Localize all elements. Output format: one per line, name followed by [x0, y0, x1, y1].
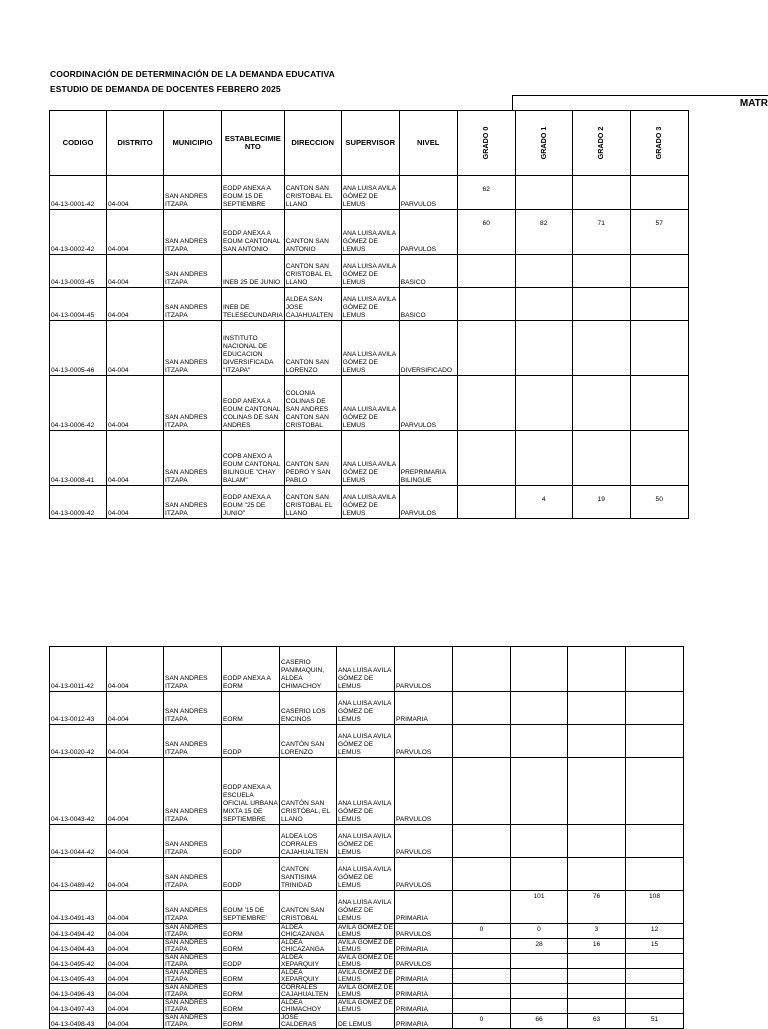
cell-g3: [626, 825, 684, 858]
cell-supervisor: ANA LUISA AVILA GÓMEZ DE LEMUS: [337, 647, 395, 692]
cell-distrito: 04-004: [107, 891, 164, 924]
cell-codigo: 04-13-0001-42: [50, 176, 107, 210]
cell-g0: [453, 999, 511, 1014]
header-grado-2-label: GRADO 2: [596, 126, 606, 160]
cell-distrito: 04-004: [107, 825, 164, 858]
cell-establecimiento: EODP ANEXA A EOUM CANTONAL SAN ANTONIO: [222, 210, 285, 255]
demand-table-page-1: [49, 110, 689, 519]
cell-codigo: 04-13-0043-42: [50, 758, 107, 825]
cell-municipio: SAN ANDRES ITZAPA: [164, 255, 222, 288]
cell-g1: 101: [511, 891, 568, 924]
cell-g3: [626, 999, 684, 1014]
header-grado-3-label: GRADO 3: [654, 126, 664, 160]
cell-direccion: CANTON SAN PEDRO Y SAN PABLO: [284, 431, 341, 486]
cell-supervisor: AVILA GÓMEZ DE LEMUS: [338, 954, 393, 968]
cell-g0: 60: [457, 210, 515, 255]
cell-g1: [515, 376, 572, 431]
cell-g3: [626, 984, 684, 999]
cell-g3: [626, 725, 684, 758]
cell-distrito: 04-004: [107, 1014, 164, 1029]
cell-g0: [457, 486, 515, 519]
cell-g2: [568, 984, 626, 999]
cell-establecimiento: EORM: [222, 969, 280, 984]
cell-establecimiento: EODP ANEXA A EOUM 15 DE SEPTIEMBRE: [222, 176, 285, 210]
cell-g0: [457, 255, 515, 288]
cell-supervisor: ANA LUISA AVILA GÓMEZ DE LEMUS: [337, 692, 395, 725]
table-row: [50, 647, 684, 692]
header-grado-0: [457, 111, 515, 176]
cell-g1: [511, 725, 568, 758]
cell-g0: [457, 321, 515, 376]
cell-g2: [568, 999, 626, 1014]
cell-establecimiento: INEB 25 DE JUNIO: [222, 255, 285, 288]
document-subtitle: ESTUDIO DE DEMANDA DE DOCENTES FEBRERO 2025: [50, 84, 281, 94]
cell-direccion: CASERIO PANIMAQUIN, ALDEA CHIMACHOY: [280, 647, 337, 692]
cell-g2: [572, 376, 630, 431]
cell-distrito: 04-004: [107, 321, 164, 376]
cell-direccion: ALDEA CHICAZANGA: [280, 924, 337, 939]
cell-direccion: ALDEA XEPARQUIY: [280, 954, 337, 969]
cell-codigo: 04-13-0496-43: [50, 984, 107, 999]
cell-g2: [568, 858, 626, 891]
cell-direccion: JOSE CALDERAS: [280, 1014, 337, 1029]
cell-codigo: 04-13-0495-43: [50, 969, 107, 984]
cell-establecimiento: COPB ANEXO A EOUM CANTONAL BILINGUE "CHAY BALAM": [222, 431, 285, 486]
cell-establecimiento: EODP ANEXA A EOUM "25 DE JUNIO": [222, 486, 285, 519]
cell-nivel: PREPRIMARIA BILINGUE: [399, 431, 457, 486]
cell-g2: [568, 954, 626, 969]
cell-g1: [515, 431, 572, 486]
cell-municipio: SAN ANDRES ITZAPA: [164, 758, 222, 825]
cell-distrito: 04-004: [107, 376, 164, 431]
cell-distrito: 04-004: [107, 725, 164, 758]
cell-municipio: SAN ANDRES ITZAPA: [164, 924, 222, 939]
cell-direccion: CANTON SAN CRISTOBAL EL LLANO: [284, 486, 341, 519]
cell-direccion: ALDEA XEPARQUIY: [280, 969, 337, 984]
cell-establecimiento: EORM: [222, 984, 280, 999]
cell-nivel: PARVULOS: [395, 758, 453, 825]
cell-nivel: PRIMARIA: [395, 692, 453, 725]
cell-municipio: SAN ANDRES ITZAPA: [164, 891, 222, 924]
cell-g2: [572, 176, 630, 210]
cell-direccion: CANTON SAN LORENZO: [284, 321, 341, 376]
table-row: [50, 176, 689, 210]
cell-supervisor: ANA LUISA AVILA GÓMEZ DE LEMUS: [341, 431, 399, 486]
cell-g3: [630, 288, 688, 321]
cell-supervisor: ANA LUISA AVILA GÓMEZ DE LEMUS: [337, 825, 395, 858]
cell-distrito: 04-004: [107, 692, 164, 725]
cell-nivel: PRIMARIA: [395, 939, 453, 954]
table-row: [50, 954, 684, 969]
cell-nivel: PARVULOS: [399, 176, 457, 210]
cell-distrito: 04-004: [107, 288, 164, 321]
cell-establecimiento: EORM: [222, 939, 280, 954]
cell-g0: [453, 825, 511, 858]
table-row: [50, 1014, 684, 1029]
cell-nivel: PARVULOS: [395, 954, 453, 969]
cell-g1: [515, 176, 572, 210]
cell-municipio: SAN ANDRES ITZAPA: [164, 858, 222, 891]
cell-g1: [511, 692, 568, 725]
cell-g3: [626, 647, 684, 692]
cell-g2: [568, 725, 626, 758]
table-row: [50, 255, 689, 288]
cell-g0: [457, 431, 515, 486]
cell-nivel: DIVERSIFICADO: [399, 321, 457, 376]
cell-g2: [572, 321, 630, 376]
cell-nivel: BASICO: [399, 255, 457, 288]
cell-codigo: 04-13-0494-43: [50, 939, 107, 954]
cell-g3: [626, 969, 684, 984]
cell-g3: 12: [626, 924, 684, 939]
cell-g0: [457, 288, 515, 321]
cell-g3: [630, 321, 688, 376]
cell-g1: [511, 758, 568, 825]
cell-direccion: CANTON SANTISIMA TRINIDAD: [280, 858, 337, 891]
cell-distrito: 04-004: [107, 954, 164, 969]
cell-supervisor: ANA LUISA AVILA GÓMEZ DE LEMUS: [341, 176, 399, 210]
cell-codigo: 04-13-0495-42: [50, 954, 107, 969]
cell-codigo: 04-13-0005-46: [50, 321, 107, 376]
header-municipio: MUNICIPIO: [164, 111, 222, 176]
cell-nivel: PRIMARIA: [395, 1014, 453, 1029]
cell-municipio: SAN ANDRES ITZAPA: [164, 969, 222, 984]
cell-supervisor: ANA LUISA AVILA GÓMEZ DE LEMUS: [337, 758, 395, 825]
cell-g1: [511, 647, 568, 692]
cell-supervisor: AVILA GÓMEZ DE LEMUS: [338, 924, 393, 938]
cell-supervisor: ANA LUISA AVILA GÓMEZ DE LEMUS: [341, 288, 399, 321]
cell-establecimiento: EORM: [222, 1014, 280, 1029]
cell-municipio: SAN ANDRES ITZAPA: [164, 725, 222, 758]
cell-direccion: CANTON SAN CRISTOBAL EL LLANO: [284, 176, 341, 210]
cell-nivel: PARVULOS: [395, 858, 453, 891]
cell-g0: [453, 758, 511, 825]
cell-distrito: 04-004: [107, 647, 164, 692]
table-row: [50, 984, 684, 999]
cell-supervisor: ANA LUISA AVILA GÓMEZ DE LEMUS: [341, 255, 399, 288]
cell-g3: 57: [630, 210, 688, 255]
cell-municipio: SAN ANDRES ITZAPA: [164, 954, 222, 969]
cell-g0: [453, 647, 511, 692]
cell-direccion: CANTON SAN CRISTOBAL: [280, 891, 337, 924]
cell-municipio: SAN ANDRES ITZAPA: [164, 825, 222, 858]
table-row: [50, 321, 689, 376]
cell-codigo: 04-13-0003-45: [50, 255, 107, 288]
cell-codigo: 04-13-0012-43: [50, 692, 107, 725]
cell-g0: 62: [457, 176, 515, 210]
cell-establecimiento: EODP: [222, 858, 280, 891]
cell-g3: [626, 692, 684, 725]
cell-g0: [453, 939, 511, 954]
cell-codigo: 04-13-0494-42: [50, 924, 107, 939]
cell-codigo: 04-13-0044-42: [50, 825, 107, 858]
matricula-section-header: [512, 95, 768, 111]
cell-direccion: CORRALES CAJAHUALTEN: [280, 984, 337, 999]
cell-municipio: SAN ANDRES ITZAPA: [164, 939, 222, 954]
cell-municipio: SAN ANDRES ITZAPA: [164, 431, 222, 486]
table-row: [50, 858, 684, 891]
cell-codigo: 04-13-0011-42: [50, 647, 107, 692]
cell-g2: [568, 758, 626, 825]
cell-distrito: 04-004: [107, 924, 164, 939]
cell-g3: 108: [626, 891, 684, 924]
cell-direccion: ALDEA CHICAZANGA: [280, 939, 337, 954]
cell-g1: [511, 984, 568, 999]
cell-nivel: PARVULOS: [395, 725, 453, 758]
cell-g3: [630, 255, 688, 288]
cell-establecimiento: EODP ANEXA A EOUM CANTONAL COLINAS DE SAN ANDRES: [222, 376, 285, 431]
cell-g3: [626, 858, 684, 891]
cell-g1: [515, 288, 572, 321]
cell-municipio: SAN ANDRES ITZAPA: [164, 376, 222, 431]
cell-supervisor: ANA LUISA AVILA GÓMEZ DE LEMUS: [341, 376, 399, 431]
cell-establecimiento: EORM: [222, 924, 280, 939]
cell-municipio: SAN ANDRES ITZAPA: [164, 984, 222, 999]
cell-g2: [568, 647, 626, 692]
cell-g2: 16: [568, 939, 626, 954]
cell-g3: 51: [626, 1014, 684, 1029]
cell-direccion: CANTON SAN CRISTOBAL EL LLANO: [284, 255, 341, 288]
cell-establecimiento: EODP: [222, 954, 280, 969]
cell-distrito: 04-004: [107, 984, 164, 999]
cell-direccion: ALDEA LOS CORRALES CAJAHUALTEN: [280, 825, 337, 858]
cell-establecimiento: INSTITUTO NACIONAL DE EDUCACION DIVERSIFICADA "ITZAPA": [222, 321, 285, 376]
cell-g1: [511, 825, 568, 858]
cell-nivel: PRIMARIA: [395, 969, 453, 984]
cell-distrito: 04-004: [107, 758, 164, 825]
cell-establecimiento: EORM: [222, 692, 280, 725]
cell-nivel: BASICO: [399, 288, 457, 321]
cell-supervisor: AVILA GÓMEZ DE LEMUS: [338, 969, 393, 983]
cell-g2: [572, 288, 630, 321]
table-row: [50, 210, 689, 255]
demand-table-page-2: [49, 646, 684, 1029]
cell-distrito: 04-004: [107, 969, 164, 984]
table-row: [50, 891, 684, 924]
header-grado-1: [515, 111, 572, 176]
table-row: [50, 725, 684, 758]
cell-codigo: 04-13-0002-42: [50, 210, 107, 255]
matricula-section-label: MATR: [739, 98, 768, 109]
cell-nivel: PARVULOS: [399, 210, 457, 255]
cell-g1: [511, 999, 568, 1014]
cell-g1: 28: [511, 939, 568, 954]
table-row: [50, 825, 684, 858]
table-row: [50, 969, 684, 984]
cell-g0: [453, 969, 511, 984]
cell-g3: 15: [626, 939, 684, 954]
cell-supervisor: DE LEMUS: [337, 1014, 395, 1029]
table-row: [50, 692, 684, 725]
table-row: [50, 431, 689, 486]
cell-nivel: PARVULOS: [395, 647, 453, 692]
cell-g0: [457, 376, 515, 431]
cell-codigo: 04-13-0008-41: [50, 431, 107, 486]
header-establecimiento: ESTABLECIMIE NTO: [222, 111, 285, 176]
header-grado-2: [572, 111, 630, 176]
cell-g0: [453, 692, 511, 725]
cell-distrito: 04-004: [107, 999, 164, 1014]
cell-g2: 71: [572, 210, 630, 255]
cell-g1: 66: [511, 1014, 568, 1029]
cell-nivel: PARVULOS: [399, 486, 457, 519]
cell-g1: [511, 954, 568, 969]
cell-g1: [515, 255, 572, 288]
cell-g3: [630, 431, 688, 486]
cell-distrito: 04-004: [107, 939, 164, 954]
cell-establecimiento: INEB DE TELESECUNDARIA: [222, 288, 285, 321]
cell-g0: [453, 891, 511, 924]
cell-establecimiento: EODP: [222, 825, 280, 858]
cell-g1: [511, 969, 568, 984]
header-grado-3: [630, 111, 688, 176]
cell-direccion: CASERIO LOS ENCINOS: [280, 692, 337, 725]
cell-g0: 0: [453, 1014, 511, 1029]
cell-establecimiento: EODP: [222, 725, 280, 758]
table-row: [50, 999, 684, 1014]
cell-g0: [453, 954, 511, 969]
document-title: COORDINACIÓN DE DETERMINACIÓN DE LA DEMANDA EDUCATIVA: [50, 69, 335, 79]
cell-nivel: PRIMARIA: [395, 891, 453, 924]
cell-g0: 0: [453, 924, 511, 939]
cell-codigo: 04-13-0491-43: [50, 891, 107, 924]
cell-g2: 63: [568, 1014, 626, 1029]
header-nivel: NIVEL: [399, 111, 457, 176]
cell-nivel: PARVULOS: [395, 924, 453, 939]
cell-establecimiento: EODP ANEXA A EORM: [222, 647, 280, 692]
cell-nivel: PARVULOS: [399, 376, 457, 431]
cell-codigo: 04-13-0009-42: [50, 486, 107, 519]
cell-g2: 19: [572, 486, 630, 519]
cell-supervisor: ANA LUISA AVILA GÓMEZ DE LEMUS: [341, 210, 399, 255]
cell-municipio: SAN ANDRES ITZAPA: [164, 176, 222, 210]
cell-g3: [626, 954, 684, 969]
table-row: [50, 376, 689, 431]
cell-supervisor: ANA LUISA AVILA GÓMEZ DE LEMUS: [337, 891, 395, 924]
cell-g0: [453, 984, 511, 999]
cell-g3: 50: [630, 486, 688, 519]
cell-supervisor: ANA LUISA AVILA GÓMEZ DE LEMUS: [341, 321, 399, 376]
cell-g2: [568, 825, 626, 858]
cell-g0: [453, 858, 511, 891]
cell-g1: [515, 321, 572, 376]
cell-establecimiento: EOUM '15 DE SEPTIEMBRE': [222, 891, 280, 924]
cell-codigo: 04-13-0489-42: [50, 858, 107, 891]
cell-distrito: 04-004: [107, 210, 164, 255]
cell-municipio: SAN ANDRES ITZAPA: [164, 692, 222, 725]
cell-municipio: SAN ANDRES ITZAPA: [164, 486, 222, 519]
cell-supervisor: AVILA GÓMEZ DE LEMUS: [338, 999, 393, 1013]
table-row: [50, 758, 684, 825]
cell-g2: [572, 431, 630, 486]
cell-g2: 76: [568, 891, 626, 924]
cell-direccion: CANTÓN SAN CRISTÓBAL, EL LLANO: [280, 758, 337, 825]
cell-g0: [453, 725, 511, 758]
cell-codigo: 04-13-0004-45: [50, 288, 107, 321]
cell-codigo: 04-13-0020-42: [50, 725, 107, 758]
table-row: [50, 288, 689, 321]
table-row: [50, 939, 684, 954]
cell-g2: 3: [568, 924, 626, 939]
header-grado-0-label: GRADO 0: [481, 126, 491, 160]
cell-municipio: SAN ANDRES ITZAPA: [164, 288, 222, 321]
cell-g2: [568, 692, 626, 725]
cell-g1: 0: [511, 924, 568, 939]
cell-distrito: 04-004: [107, 431, 164, 486]
cell-nivel: PARVULOS: [395, 825, 453, 858]
cell-direccion: COLONIA COLINAS DE SAN ANDRES CANTON SAN CRISTOBAL: [284, 376, 341, 431]
cell-supervisor: ANA LUISA AVILA GÓMEZ DE LEMUS: [341, 486, 399, 519]
cell-codigo: 04-13-0006-42: [50, 376, 107, 431]
cell-distrito: 04-004: [107, 486, 164, 519]
cell-municipio: SAN ANDRES ITZAPA: [164, 1014, 222, 1029]
cell-g1: [511, 858, 568, 891]
cell-distrito: 04-004: [107, 858, 164, 891]
cell-g1: 82: [515, 210, 572, 255]
cell-nivel: PRIMARIA: [395, 999, 453, 1014]
header-codigo: CODIGO: [50, 111, 107, 176]
cell-establecimiento: EODP ANEXA A ESCUELA OFICIAL URBANA MIXTA 15 DE SEPTIEMBRE: [222, 758, 280, 825]
table-row: [50, 924, 684, 939]
header-direccion: DIRECCION: [284, 111, 341, 176]
cell-direccion: ALDEA SAN JOSE CAJAHUALTEN: [284, 288, 341, 321]
cell-distrito: 04-004: [107, 176, 164, 210]
cell-g1: 4: [515, 486, 572, 519]
cell-supervisor: ANA LUISA AVILA GÓMEZ DE LEMUS: [337, 858, 395, 891]
cell-distrito: 04-004: [107, 255, 164, 288]
cell-g3: [630, 376, 688, 431]
cell-municipio: SAN ANDRES ITZAPA: [164, 999, 222, 1014]
cell-direccion: ALDEA CHIMACHOY: [280, 999, 337, 1014]
cell-codigo: 04-13-0498-43: [50, 1014, 107, 1029]
cell-supervisor: AVILA GÓMEZ DE LEMUS: [338, 984, 393, 998]
cell-establecimiento: EORM: [222, 999, 280, 1014]
header-distrito: DISTRITO: [107, 111, 164, 176]
header-supervisor: SUPERVISOR: [341, 111, 399, 176]
cell-direccion: CANTON SAN ANTONIO: [284, 210, 341, 255]
cell-supervisor: ANA LUISA AVILA GÓMEZ DE LEMUS: [337, 725, 395, 758]
cell-municipio: SAN ANDRES ITZAPA: [164, 210, 222, 255]
cell-municipio: SAN ANDRES ITZAPA: [164, 321, 222, 376]
cell-g3: [630, 176, 688, 210]
cell-g2: [568, 969, 626, 984]
cell-g3: [626, 758, 684, 825]
header-grado-1-label: GRADO 1: [538, 126, 548, 160]
cell-codigo: 04-13-0497-43: [50, 999, 107, 1014]
table-row: [50, 486, 689, 519]
cell-g2: [572, 255, 630, 288]
cell-direccion: CANTÓN SAN LORENZO: [280, 725, 337, 758]
cell-municipio: SAN ANDRES ITZAPA: [164, 647, 222, 692]
cell-nivel: PRIMARIA: [395, 984, 453, 999]
cell-supervisor: AVILA GÓMEZ DE LEMUS: [338, 939, 393, 953]
